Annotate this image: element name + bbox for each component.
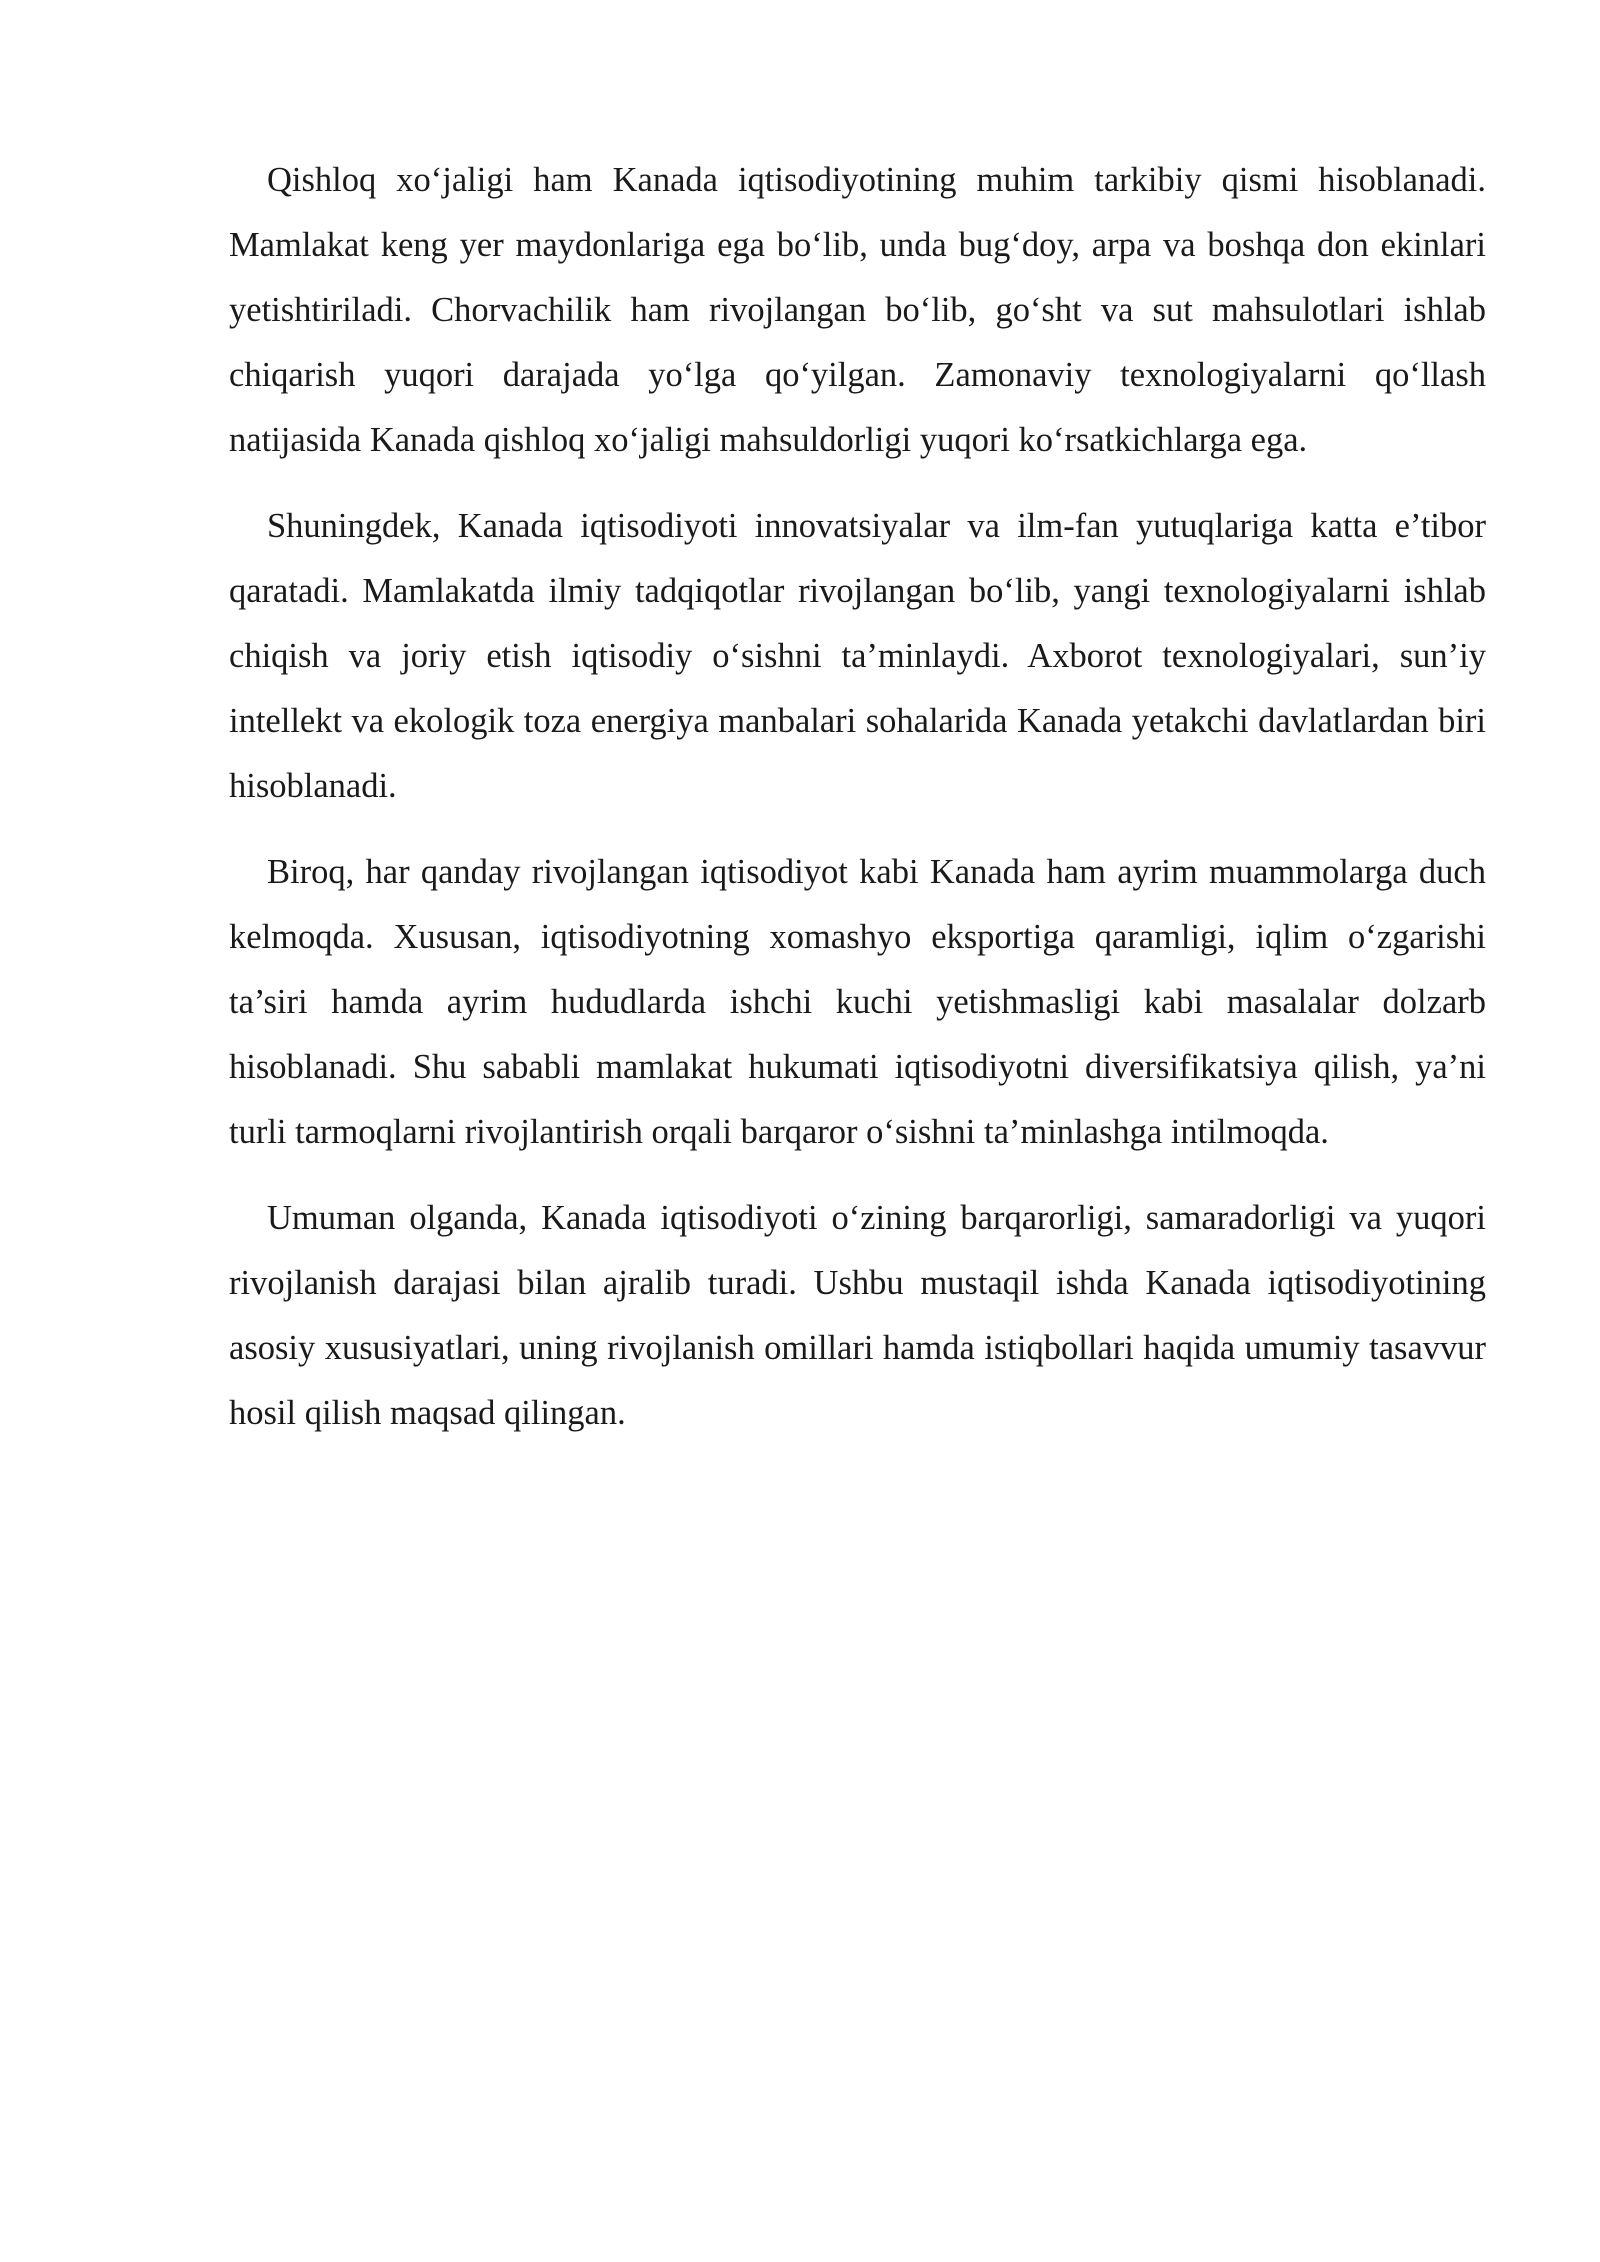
document-body — [229, 148, 1486, 1467]
paragraph-challenges: Biroq, har qanday rivojlangan iqtisodiyot kabi Kanada ham ayrim muammolarga duch kelmoqda. Xususan, iqtisodiyotning xomashyo eksportiga qaramligi, iqlim o‘zgarishi ta’siri hamda ayrim hududlarda ishchi kuchi yetishmasligi kabi masalalar dolzarb hisoblanadi. Shu sababli mamlakat hukumati iqtisodiyotni diversifikatsiya qilish, ya’ni turli tarmoqlarni rivojlantirish orqali barqaror o‘sishni ta’minlashga intilmoqda. — [229, 853, 1486, 1151]
paragraph-agriculture: Qishloq xo‘jaligi ham Kanada iqtisodiyotining muhim tarkibiy qismi hisoblanadi. Mamlakat keng yer maydonlariga ega bo‘lib, unda bug‘doy, arpa va boshqa don ekinlari yetishtiriladi. Chorvachilik ham rivojlangan bo‘lib, go‘sht va sut mahsulotlari ishlab chiqarish yuqori darajada yo‘lga qo‘yilgan. Zamonaviy texnologiyalarni qo‘llash natijasida Kanada qishloq xo‘jaligi mahsuldorligi yuqori ko‘rsatkichlarga ega. — [229, 161, 1486, 459]
paragraph-innovation: Shuningdek, Kanada iqtisodiyoti innovatsiyalar va ilm-fan yutuqlariga katta e’tibor qaratadi. Mamlakatda ilmiy tadqiqotlar rivojlangan bo‘lib, yangi texnologiyalarni ishlab chiqish va joriy etish iqtisodiy o‘sishni ta’minlaydi. Axborot texnologiyalari, sun’iy intellekt va ekologik toza energiya manbalari sohalarida Kanada yetakchi davlatlardan biri hisoblanadi. — [229, 507, 1486, 805]
paragraph-conclusion: Umuman olganda, Kanada iqtisodiyoti o‘zining barqarorligi, samaradorligi va yuqori rivojlanish darajasi bilan ajralib turadi. Ushbu mustaqil ishda Kanada iqtisodiyotining asosiy xususiyatlari, uning rivojlanish omillari hamda istiqbollari haqida umumiy tasavvur hosil qilish maqsad qilingan. — [229, 1199, 1486, 1432]
